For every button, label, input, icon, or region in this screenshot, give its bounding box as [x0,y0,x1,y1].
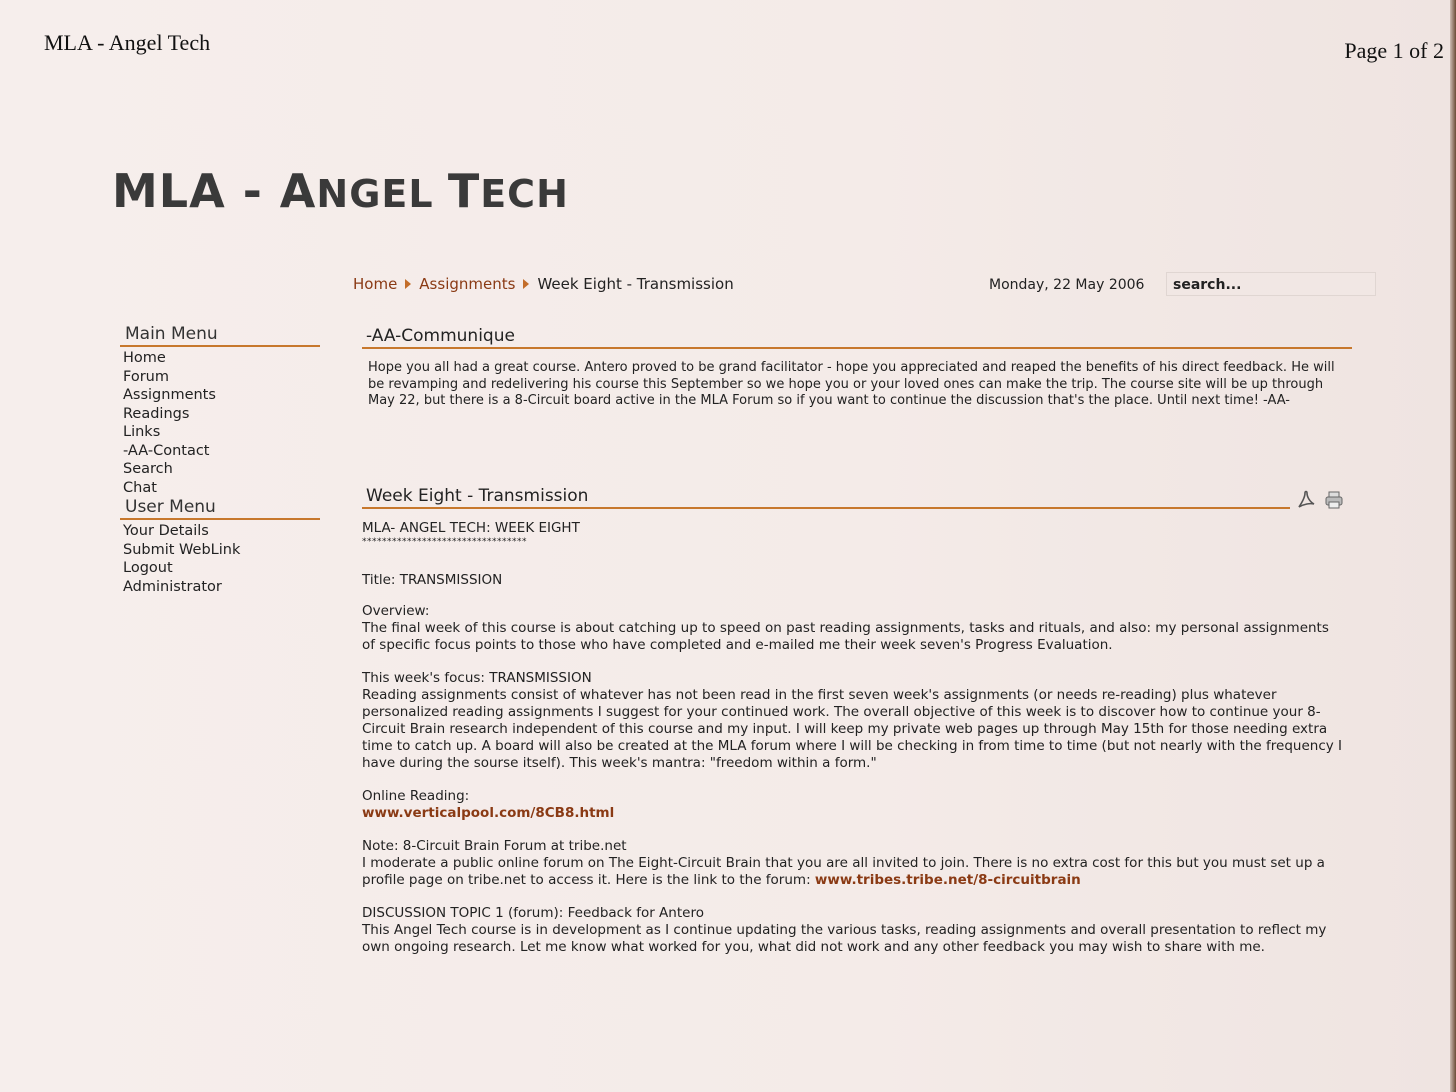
tribe-forum-link[interactable]: www.tribes.tribe.net/8-circuitbrain [814,872,1081,888]
discussion-label: DISCUSSION TOPIC 1 (forum): Feedback for Antero [362,905,704,921]
user-menu-item-administrator[interactable]: Administrator [123,578,222,595]
site-title-part: ECH [480,172,569,216]
user-menu [123,522,240,596]
print-icon[interactable] [1324,490,1344,510]
site-title [112,164,569,218]
note-body: I moderate a public online forum on The Eight-Circuit Brain that you are all invited to join. There is no extra cost for this but you must set up a profile page on tribe.net to access it. Here is the link to the forum: [362,855,1325,888]
article-body [362,520,1342,956]
site-title-part: T [447,164,481,218]
main-menu-title: Main Menu [120,324,320,347]
main-menu-item-search[interactable]: Search [123,461,173,477]
breadcrumb-home-link[interactable]: Home [353,275,398,293]
discussion-body: This Angel Tech course is in development as I continue updating the various tasks, reading assignments and overall presentation to reflect my own ongoing research. Let me know what worked for you, what did not work and any other feedback you may wish to share with me. [362,922,1327,955]
current-date: Monday, 22 May 2006 [989,277,1145,293]
page-edge [1450,0,1456,1092]
breadcrumb-current: Week Eight - Transmission [537,275,734,293]
breadcrumb-assignments-link[interactable]: Assignments [419,275,516,293]
site-title-part: MLA - A [112,164,317,218]
chevron-right-icon [405,279,411,289]
main-menu-item-readings[interactable]: Readings [123,405,190,422]
user-menu-title: User Menu [120,497,320,520]
chevron-right-icon [523,279,529,289]
search-input[interactable]: search... [1166,272,1376,296]
article-stars: ********************************* [362,537,527,547]
main-menu-item-forum[interactable]: Forum [123,368,169,385]
focus-label: This week's focus: TRANSMISSION [362,670,592,686]
user-menu-item-your-details[interactable]: Your Details [123,523,209,539]
communique-text: Hope you all had a great course. Antero proved to be grand facilitator - hope you appreciated and reaped the benefits of his direct feedback. He will be revamping and redelivering his course this September so we hope you or your loved ones can make the trip. The course site will be up through May 22, but there is a 8-Circuit board active in the MLA Forum so if you want to continue the discussion that's the place. Until next time! -AA- [368,360,1335,408]
communique-body [368,360,1348,410]
note-label: Note: 8-Circuit Brain Forum at tribe.net [362,838,627,854]
main-menu [123,349,216,497]
online-reading-link[interactable]: www.verticalpool.com/8CB8.html [362,805,615,821]
print-header-page-number: Page 1 of 2 [1344,38,1444,63]
user-menu-item-logout[interactable]: Logout [123,560,173,576]
article-title-line: Title: TRANSMISSION [362,572,503,588]
overview-label: Overview: [362,603,430,619]
article-heading: MLA- ANGEL TECH: WEEK EIGHT [362,520,580,536]
main-menu-item-links[interactable]: Links [123,424,161,440]
overview-body: The final week of this course is about catching up to speed on past reading assignments, tasks and rituals, and also: my personal assignments of specific focus points to those who have completed and e-mailed me their week seven's Progress Evaluation. [362,620,1329,653]
focus-body: Reading assignments consist of whatever has not been read in the first seven week's assignments (or needs re-reading) plus whatever personalized reading assignments I suggest for your continued work. The overall objective of this week is to discover how to continue your 8-Circuit Brain research independent of this course and my input. I will keep my private web pages up through May 15th for those needing extra time to catch up. A board will also be created at the MLA forum where I will be checking in from time to time (but not nearly with the frequency I have during the sourse itself). This week's mantra: "freedom within a form." [362,687,1343,771]
main-menu-item-assignments[interactable]: Assignments [123,387,216,403]
main-menu-item-aa-contact[interactable]: -AA-Contact [123,442,210,459]
user-menu-item-submit-weblink[interactable]: Submit WebLink [123,541,241,558]
print-header-title: MLA - Angel Tech [44,30,211,55]
breadcrumb [353,275,734,293]
site-title-part: NGEL [316,172,448,216]
online-reading-label: Online Reading: [362,788,470,804]
pdf-icon[interactable] [1296,490,1316,510]
article-title: Week Eight - Transmission [362,486,1290,509]
main-menu-item-home[interactable]: Home [123,350,166,366]
main-menu-item-chat[interactable]: Chat [123,479,157,496]
communique-title: -AA-Communique [362,326,1352,349]
